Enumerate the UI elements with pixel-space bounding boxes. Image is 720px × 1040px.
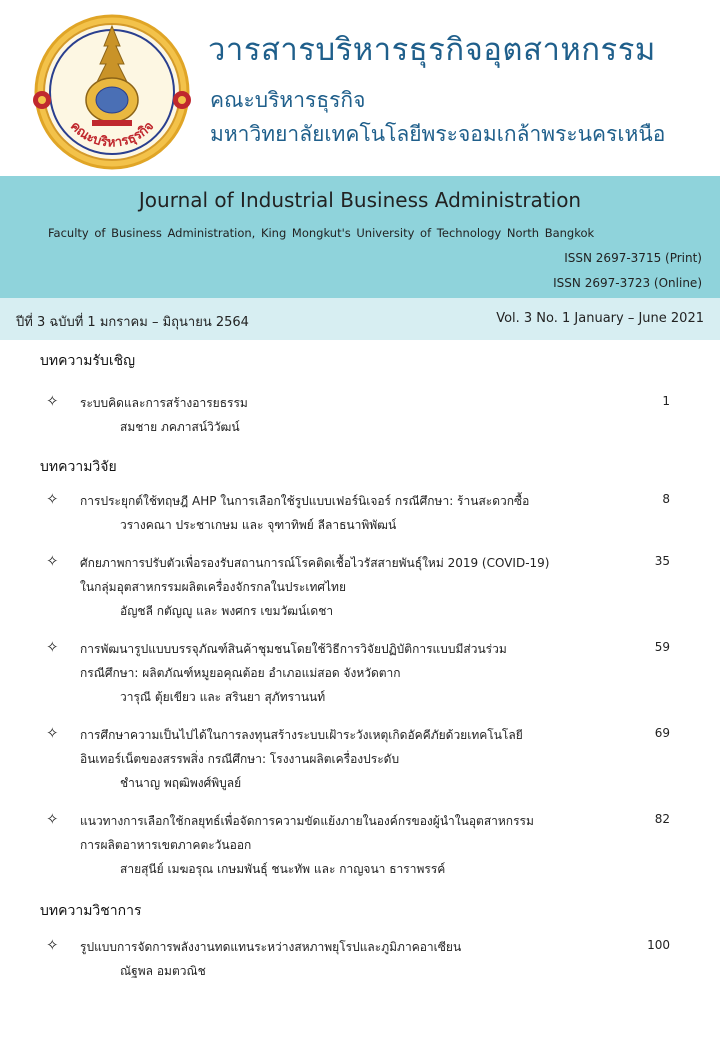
journal-info-band xyxy=(0,176,720,298)
volume-english: Vol. 3 No. 1 January – June 2021 xyxy=(496,311,704,326)
section-title-invited: บทความรับเชิญ xyxy=(40,353,136,369)
issn-print: ISSN 2697-3715 (Print) xyxy=(564,251,702,265)
diamond-star-icon: ✧ xyxy=(46,810,59,828)
diamond-star-icon: ✧ xyxy=(46,552,59,570)
thai-header xyxy=(0,0,720,176)
diamond-star-icon: ✧ xyxy=(46,392,59,410)
page-number: 8 xyxy=(662,492,670,506)
article-author: ณัฐพล อมตวณิช xyxy=(120,964,206,978)
article-title[interactable]: การพัฒนารูปแบบบรรจุภัณฑ์สินค้าชุมชนโดยใช้วิธีการวิจัยปฏิบัติการแบบมีส่วนร่วม xyxy=(80,642,507,656)
article-author: วรางคณา ประชาเกษม และ จุฑาทิพย์ ลีลาธนาพิพัฒน์ xyxy=(120,518,397,532)
article-author: อัญชลี กตัญญู และ พงศกร เขมวัฒน์เดชา xyxy=(120,604,334,618)
article-title-continued[interactable]: กรณีศึกษา: ผลิตภัณฑ์หมูยอคุณต้อย อำเภอแม่สอด จังหวัดตาก xyxy=(80,666,401,680)
article-title[interactable]: ระบบคิดและการสร้างอารยธรรม xyxy=(80,396,248,410)
page-number: 100 xyxy=(647,938,670,952)
diamond-star-icon: ✧ xyxy=(46,490,59,508)
article-title-continued[interactable]: อินเทอร์เน็ตของสรรพสิ่ง กรณีศึกษา: โรงงานผลิตเครื่องประดับ xyxy=(80,752,400,766)
page-number: 35 xyxy=(654,554,670,568)
page-number: 69 xyxy=(654,726,670,740)
article-author: ชำนาญ พฤฒิพงศ์พิบูลย์ xyxy=(120,776,242,790)
page-number: 1 xyxy=(662,394,670,408)
article-title[interactable]: ศักยภาพการปรับตัวเพื่อรองรับสถานการณ์โรคติดเชื้อไวรัสสายพันธุ์ใหม่ 2019 (COVID-19) xyxy=(80,556,550,570)
article-title[interactable]: รูปแบบการจัดการพลังงานทดแทนระหว่างสหภาพยุโรปและภูมิภาคอาเซียน xyxy=(80,940,462,954)
page-number: 59 xyxy=(654,640,670,654)
article-title-continued[interactable]: ในกลุ่มอุตสาหกรรมผลิตเครื่องจักรกลในประเทศไทย xyxy=(80,580,346,594)
article-title[interactable]: แนวทางการเลือกใช้กลยุทธ์เพื่อจัดการความขัดแย้งภายในองค์กรของผู้นำในอุตสาหกรรม xyxy=(80,814,534,828)
issn-online: ISSN 2697-3723 (Online) xyxy=(553,276,702,290)
faculty-name-english: Faculty of Business Administration, King Mongkut's University of Technology North Bangkok xyxy=(48,226,595,240)
faculty-name-thai: คณะบริหารธุรกิจ xyxy=(210,88,366,112)
article-title[interactable]: การศึกษาความเป็นไปได้ในการลงทุนสร้างระบบเฝ้าระวังเหตุเกิดอัคคีภัยด้วยเทคโนโลยี xyxy=(80,728,523,742)
diamond-star-icon: ✧ xyxy=(46,724,59,742)
journal-title-english: Journal of Industrial Business Administration xyxy=(138,188,582,212)
section-title-research: บทความวิจัย xyxy=(40,459,117,475)
university-seal-logo xyxy=(32,12,192,172)
article-author: สายสุนีย์ เมฆอรุณ เกษมพันธุ์ ชนะทัพ และ กาญจนา ธาราพรรค์ xyxy=(120,862,446,876)
diamond-star-icon: ✧ xyxy=(46,936,59,954)
article-author: สมชาย ภคภาสน์วิวัฒน์ xyxy=(120,420,240,434)
table-of-contents xyxy=(0,340,720,1040)
diamond-star-icon: ✧ xyxy=(46,638,59,656)
article-title[interactable]: การประยุกต์ใช้ทฤษฎี AHP ในการเลือกใช้รูปแบบเฟอร์นิเจอร์ กรณีศึกษา: ร้านสะดวกซื้อ xyxy=(80,494,530,508)
university-name-thai: มหาวิทยาลัยเทคโนโลยีพระจอมเกล้าพระนครเหนือ xyxy=(210,122,666,146)
article-title-continued[interactable]: การผลิตอาหารเขตภาคตะวันออก xyxy=(80,838,252,852)
seal-text: คณะบริหารธุรกิจ xyxy=(66,118,158,151)
page-number: 82 xyxy=(654,812,670,826)
article-author: วารุณี ตุ้ยเขียว และ สรินยา สุภัทรานนท์ xyxy=(120,690,326,704)
volume-thai: ปีที่ 3 ฉบับที่ 1 มกราคม – มิถุนายน 2564 xyxy=(16,315,249,330)
volume-band xyxy=(0,298,720,340)
journal-title-thai: วารสารบริหารธุรกิจอุตสาหกรรม xyxy=(208,32,656,68)
section-title-academic: บทความวิชาการ xyxy=(40,903,142,919)
